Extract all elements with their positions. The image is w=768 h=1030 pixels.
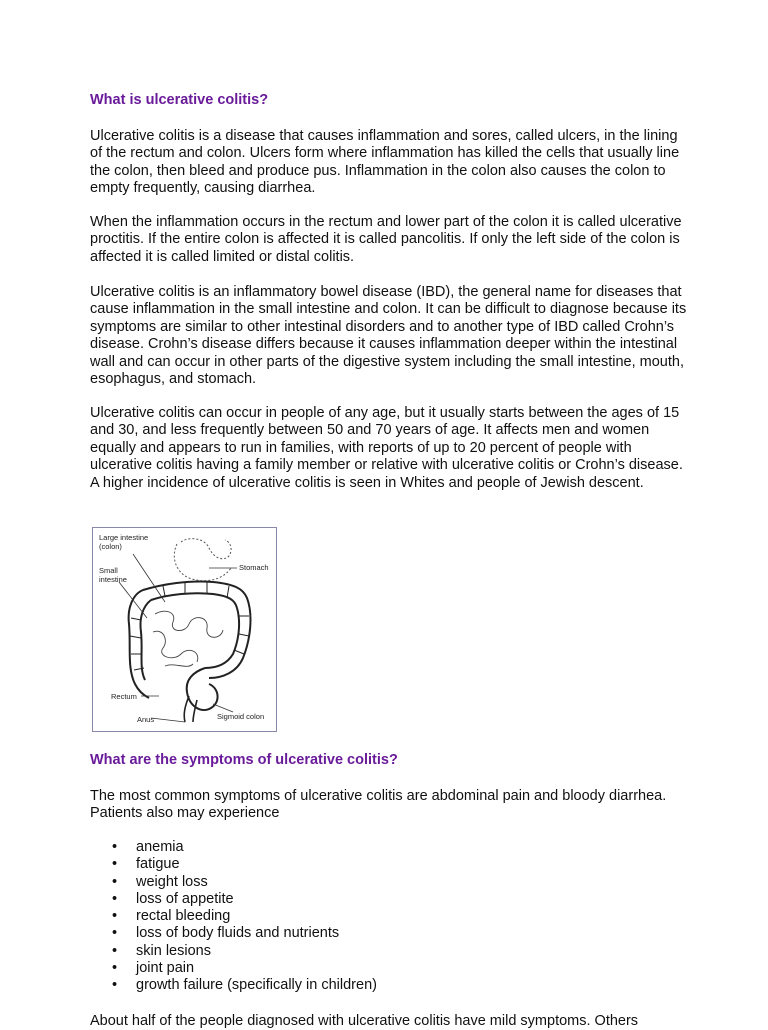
- list-item: • weight loss: [112, 874, 377, 891]
- digestive-system-diagram: [93, 528, 276, 731]
- heading-what-is-uc: What is ulcerative colitis?: [90, 92, 269, 108]
- heading-symptoms: What are the symptoms of ulcerative colitis?: [90, 752, 398, 768]
- list-item: • growth failure (specifically in children): [112, 977, 377, 994]
- list-item: • anemia: [112, 839, 377, 856]
- label-sigmoid-colon: Sigmoid colon: [217, 712, 265, 721]
- small-intestine: [153, 611, 223, 666]
- label-stomach: Stomach: [239, 563, 269, 572]
- paragraph-severity: About half of the people diagnosed with ulcerative colitis have mild symptoms. Others: [90, 1013, 639, 1029]
- list-item: • loss of appetite: [112, 891, 377, 908]
- list-item: • loss of body fluids and nutrients: [112, 925, 377, 942]
- digestive-system-illustration: [92, 527, 277, 732]
- paragraph-demographics: Ulcerative colitis can occur in people of any age, but it usually starts between the ages of 15 and 30, and less frequently between 50 and 70 years of age. It affects men and women equally and appears to run in families, with reports of up to 20 percent of people with ulcerative colitis having a family member or relative with ulcerative colitis or Crohn’s disease. A higher incidence of ulcerative colitis is seen in Whites and people of Jewish descent.: [90, 405, 683, 491]
- paragraph-symptoms-intro: The most common symptoms of ulcerative colitis are abdominal pain and bloody diarrhea. Patients also may experience: [90, 788, 667, 822]
- paragraph-types: When the inflammation occurs in the rectum and lower part of the colon it is called ulcerative proctitis. If the entire colon is affected it is called pancolitis. If only the left side of the colon is affected it is called limited or distal colitis.: [90, 214, 682, 265]
- list-item: • skin lesions: [112, 943, 377, 960]
- label-anus: Anus: [137, 715, 155, 724]
- symptoms-list: [112, 839, 377, 995]
- rectum: [184, 696, 197, 722]
- stomach-outline: [181, 539, 231, 559]
- list-item: • joint pain: [112, 960, 377, 977]
- label-small-intestine-2: intestine: [99, 575, 127, 584]
- label-small-intestine: Small: [99, 566, 118, 575]
- paragraph-ibd: Ulcerative colitis is an inflammatory bowel disease (IBD), the general name for diseases that cause inflammation in the small intestine and colon. It can be difficult to diagnose because its symptoms are similar to other intestinal disorders and to another type of IBD called Crohn’s disease. Crohn’s disease differs because it causes inflammation deeper within the intestinal wall and can occur in other parts of the digestive system including the small intestine, mouth, esophagus, and stomach.: [90, 284, 687, 388]
- label-large-intestine-colon: (colon): [99, 542, 122, 551]
- list-item: • fatigue: [112, 856, 377, 873]
- paragraph-definition: Ulcerative colitis is a disease that causes inflammation and sores, called ulcers, in the lining of the rectum and colon. Ulcers form where inflammation has killed the cells that usually line the colon, then bleed and produce pus. Inflammation in the colon also causes the colon to empty frequently, causing diarrhea.: [90, 128, 680, 197]
- label-large-intestine: Large intestine: [99, 533, 149, 542]
- stomach-body: [174, 544, 231, 581]
- label-rectum: Rectum: [111, 692, 137, 701]
- colon-inner: [140, 593, 239, 680]
- list-item: • rectal bleeding: [112, 908, 377, 925]
- sigmoid-colon: [187, 668, 218, 710]
